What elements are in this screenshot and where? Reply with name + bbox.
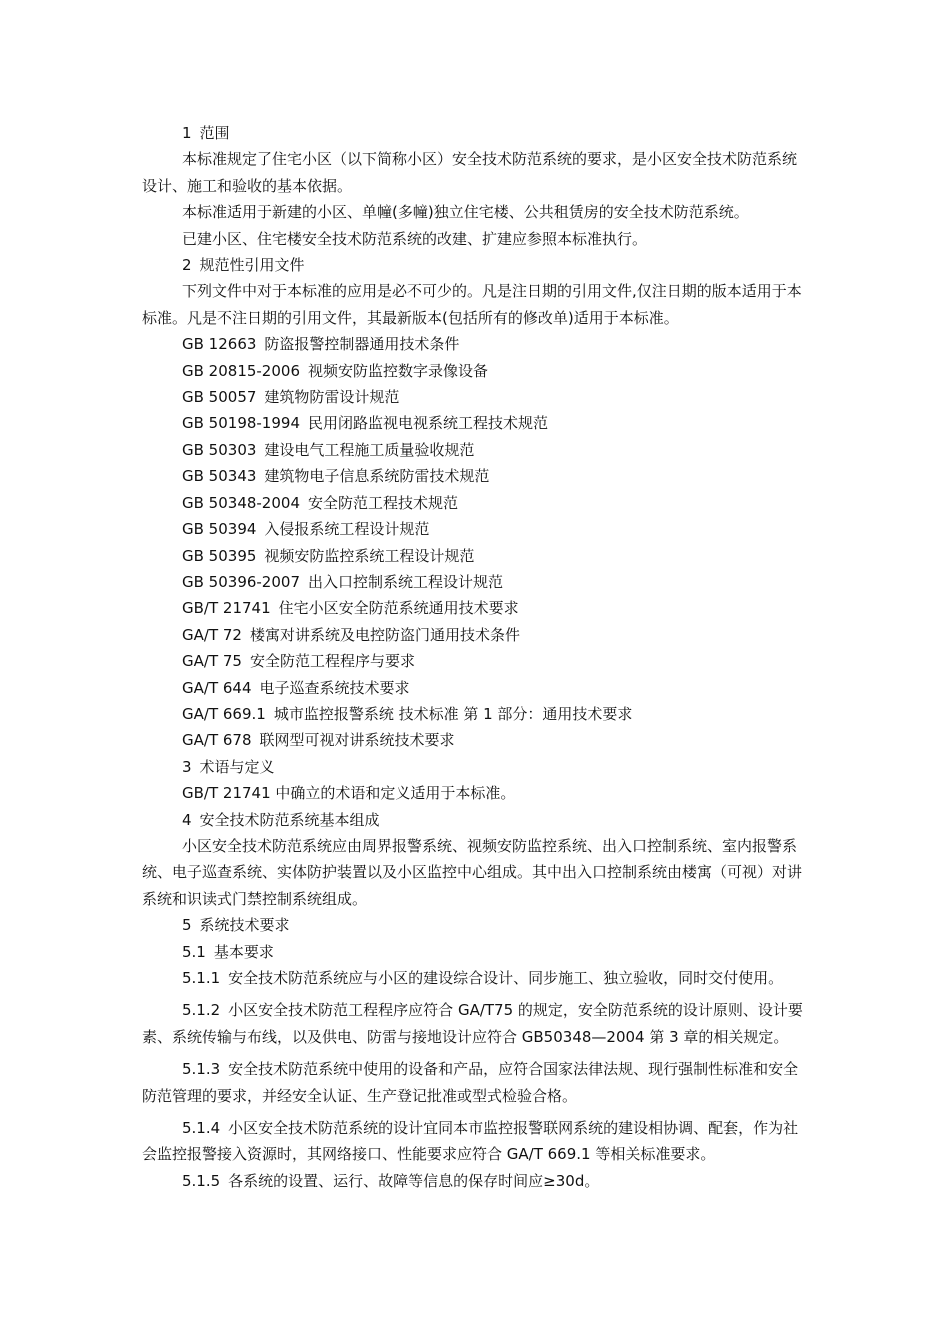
reference-code: GB/T 21741 (182, 599, 271, 618)
reference-code: GB 50343 (182, 467, 257, 486)
section-title: 安全技术防范系统基本组成 (199, 810, 380, 829)
clause-number: 5.1.5 (182, 1171, 221, 1190)
section-title: 范围 (199, 124, 230, 142)
reference-code: GB 50057 (182, 388, 257, 407)
subsection-title: 基本要求 (213, 942, 274, 961)
clause-text: 安全技术防范系统中使用的设备和产品，应符合国家法律法规、现行强制性标准和安全防范管理的要求，并经安全认证、生产登记批准或型式检验合格。 (142, 1060, 799, 1105)
reference-item (142, 516, 810, 542)
reference-item (142, 490, 810, 516)
section-number: 5 (182, 916, 192, 935)
section-3-heading (142, 754, 810, 780)
section-4-heading (142, 807, 810, 833)
paragraph: 已建小区、住宅楼安全技术防范系统的改建、扩建应参照本标准执行。 (182, 229, 648, 248)
reference-code: GB 50303 (182, 440, 257, 459)
reference-code: GB 12663 (182, 335, 257, 354)
reference-title: 建设电气工程施工质量验收规范 (264, 440, 475, 459)
reference-item (142, 622, 810, 648)
reference-item (142, 384, 810, 410)
section-title: 系统技术要求 (199, 916, 290, 935)
reference-title: 建筑物防雷设计规范 (264, 388, 400, 407)
clause-text: 小区安全技术防范系统的设计宜同本市监控报警联网系统的建设相协调、配套，作为社会监控报警接入资源时，其网络接口、性能要求应符合 GA/T 669.1 等相关标准要求。 (142, 1119, 799, 1164)
reference-item (142, 675, 810, 701)
reference-code: GA/T 678 (182, 731, 252, 750)
reference-item (142, 727, 810, 753)
document-body (142, 120, 810, 1194)
reference-item (142, 331, 810, 357)
reference-title: 建筑物电子信息系统防雷技术规范 (264, 467, 490, 486)
reference-title: 电子巡查系统技术要求 (259, 678, 410, 697)
clause-text: 安全技术防范系统应与小区的建设综合设计、同步施工、独立验收，同时交付使用。 (228, 969, 784, 987)
reference-title: 防盗报警控制器通用技术条件 (264, 335, 460, 354)
paragraph: 本标准规定了住宅小区（以下简称小区）安全技术防范系统的要求，是小区安全技术防范系统设计、施工和验收的基本依据。 (142, 150, 798, 195)
clause (142, 1115, 810, 1168)
subsection-heading (142, 939, 810, 965)
reference-code: GB 50198-1994 (182, 414, 300, 433)
clause (142, 1168, 810, 1194)
section-2-heading (142, 252, 810, 278)
reference-code: GB 50396-2007 (182, 572, 300, 591)
reference-title: 出入口控制系统工程设计规范 (308, 572, 504, 591)
reference-title: 城市监控报警系统 技术标准 第 1 部分：通用技术要求 (273, 704, 633, 723)
reference-title: 安全防范工程技术规范 (308, 493, 459, 512)
clause-number: 5.1.4 (182, 1119, 221, 1138)
section-number: 3 (182, 757, 192, 776)
reference-code: GA/T 644 (182, 678, 252, 697)
reference-item (142, 437, 810, 463)
reference-title: 视频安防监控数字录像设备 (308, 361, 489, 380)
clause-text: 小区安全技术防范工程程序应符合 GA/T75 的规定，安全防范系统的设计原则、设计要素、系统传输与布线，以及供电、防雷与接地设计应符合 GB50348—2004 第 3 章的相关规定。 (142, 1001, 803, 1046)
reference-code: GA/T 75 (182, 652, 242, 671)
reference-title: 联网型可视对讲系统技术要求 (259, 731, 455, 750)
clause-text: 各系统的设置、运行、故障等信息的保存时间应≥30d。 (228, 1171, 600, 1190)
section-number: 4 (182, 810, 192, 829)
reference-title: 住宅小区安全防范系统通用技术要求 (278, 599, 519, 618)
reference-title: 入侵报系统工程设计规范 (264, 520, 430, 539)
section-1-heading (142, 120, 810, 146)
reference-title: 楼寓对讲系统及电控防盗门通用技术条件 (249, 625, 520, 644)
clause (142, 997, 810, 1050)
reference-code: GA/T 669.1 (182, 704, 266, 723)
section-title: 规范性引用文件 (199, 256, 305, 275)
reference-code: GB 20815-2006 (182, 361, 300, 380)
paragraph: 小区安全技术防范系统应由周界报警系统、视频安防监控系统、出入口控制系统、室内报警系统、电子巡查系统、实体防护装置以及小区监控中心组成。其中出入口控制系统由楼寓（可视）对讲系统和识读式门禁控制系统组成。 (142, 836, 803, 908)
reference-item (142, 463, 810, 489)
clause-number: 5.1.1 (182, 969, 221, 987)
reference-title: 民用闭路监视电视系统工程技术规范 (308, 414, 549, 433)
reference-code: GB 50348-2004 (182, 493, 300, 512)
paragraph: 下列文件中对于本标准的应用是必不可少的。凡是注日期的引用文件,仅注日期的版本适用于本标准。凡是不注日期的引用文件，其最新版本(包括所有的修改单)适用于本标准。 (142, 282, 802, 327)
reference-list (142, 331, 810, 754)
paragraph: 本标准适用于新建的小区、单幢(多幢)独立住宅楼、公共租赁房的安全技术防范系统。 (182, 203, 749, 222)
subsection-number: 5.1 (182, 942, 206, 961)
reference-item (142, 358, 810, 384)
paragraph: GB/T 21741 中确立的术语和定义适用于本标准。 (182, 784, 516, 803)
reference-item (142, 701, 810, 727)
reference-item (142, 410, 810, 436)
section-5-heading (142, 912, 810, 938)
reference-title: 安全防范工程程序与要求 (249, 652, 415, 671)
clause-number: 5.1.3 (182, 1060, 221, 1079)
reference-title: 视频安防监控系统工程设计规范 (264, 546, 475, 565)
reference-code: GB 50394 (182, 520, 257, 539)
section-title: 术语与定义 (199, 757, 275, 776)
reference-item (142, 569, 810, 595)
clause (142, 965, 810, 991)
section-number: 2 (182, 256, 192, 275)
clause (142, 1056, 810, 1109)
reference-code: GB 50395 (182, 546, 257, 565)
section-number: 1 (182, 124, 192, 142)
reference-item (142, 648, 810, 674)
reference-item (142, 543, 810, 569)
clause-number: 5.1.2 (182, 1001, 221, 1020)
reference-code: GA/T 72 (182, 625, 242, 644)
reference-item (142, 595, 810, 621)
